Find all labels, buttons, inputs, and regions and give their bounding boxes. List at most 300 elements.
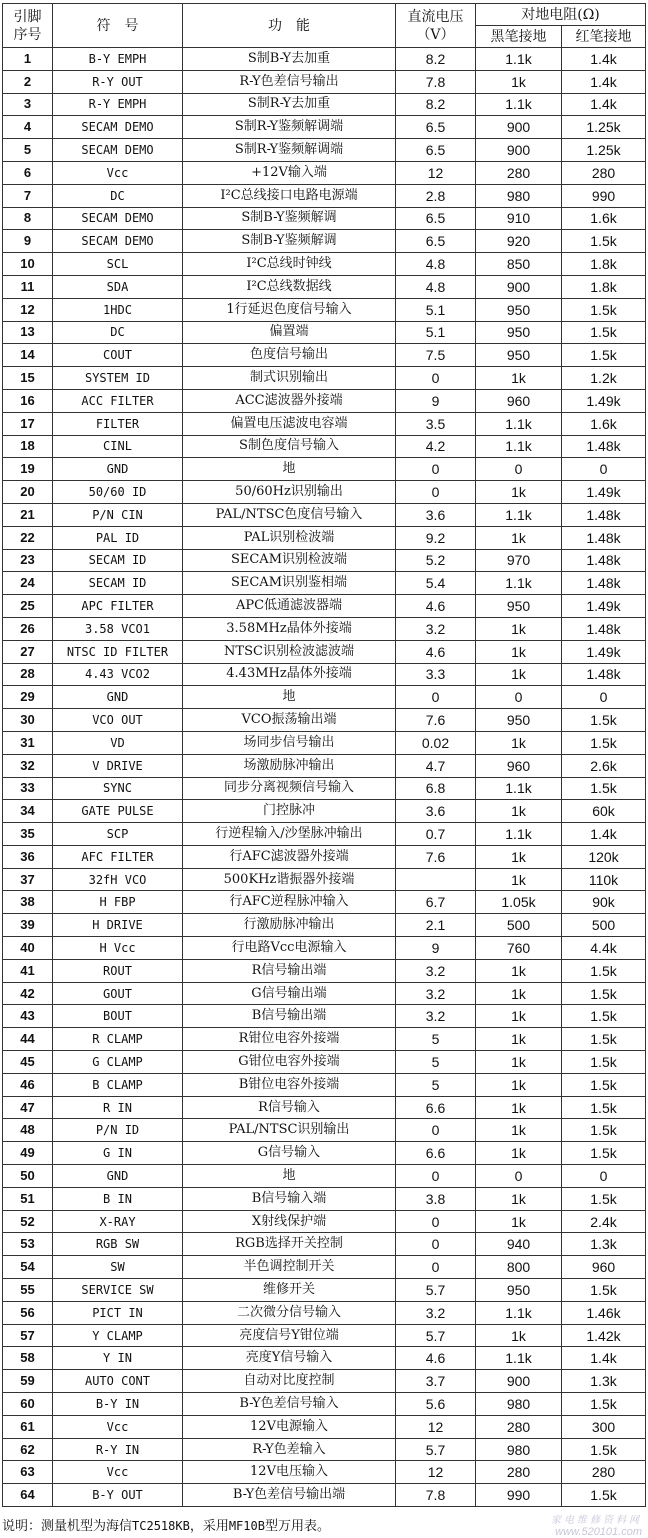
function-cell: ACC滤波器外接端 xyxy=(183,389,396,412)
function-cell: 行AFC滤波器外接端 xyxy=(183,845,396,868)
function-cell: R信号输出端 xyxy=(183,959,396,982)
symbol-cell: X-RAY xyxy=(53,1210,183,1233)
symbol-cell: AUTO CONT xyxy=(53,1370,183,1393)
symbol-cell: RGB SW xyxy=(53,1233,183,1256)
black-probe-resistance-cell: 1.1k xyxy=(476,1301,562,1324)
black-probe-resistance-cell: 960 xyxy=(476,389,562,412)
pin-number-cell: 36 xyxy=(3,845,53,868)
red-probe-resistance-cell: 1.5k xyxy=(562,1279,646,1302)
table-row xyxy=(3,640,646,663)
red-probe-resistance-cell: 1.5k xyxy=(562,777,646,800)
symbol-cell: GND xyxy=(53,686,183,709)
table-row xyxy=(3,959,646,982)
dc-voltage-cell: 3.2 xyxy=(396,617,476,640)
pin-number-cell: 29 xyxy=(3,686,53,709)
black-probe-resistance-cell: 0 xyxy=(476,458,562,481)
black-probe-resistance-cell: 1k xyxy=(476,845,562,868)
pin-number-cell: 32 xyxy=(3,754,53,777)
dc-voltage-cell: 9 xyxy=(396,937,476,960)
dc-voltage-cell: 3.2 xyxy=(396,1005,476,1028)
footnote-prefix: 说明：测量机型为海信 xyxy=(2,1519,133,1534)
dc-voltage-cell: 0 xyxy=(396,1119,476,1142)
black-probe-resistance-cell: 980 xyxy=(476,1393,562,1416)
black-probe-resistance-cell: 920 xyxy=(476,230,562,253)
dc-voltage-cell: 3.6 xyxy=(396,503,476,526)
pin-number-cell: 44 xyxy=(3,1028,53,1051)
footnote-model: TC2518KB xyxy=(132,1519,190,1533)
dc-voltage-cell: 5.2 xyxy=(396,549,476,572)
table-body xyxy=(3,48,646,1507)
red-probe-resistance-cell: 1.5k xyxy=(562,731,646,754)
symbol-cell: Vcc xyxy=(53,161,183,184)
function-cell: R信号输入 xyxy=(183,1096,396,1119)
function-cell: I²C总线时钟线 xyxy=(183,253,396,276)
dc-voltage-cell: 0 xyxy=(396,367,476,390)
black-probe-resistance-cell: 1k xyxy=(476,1028,562,1051)
dc-voltage-cell: 5.1 xyxy=(396,321,476,344)
table-row xyxy=(3,321,646,344)
black-probe-resistance-cell: 900 xyxy=(476,116,562,139)
table-row xyxy=(3,800,646,823)
symbol-cell: GND xyxy=(53,458,183,481)
dc-voltage-cell: 0 xyxy=(396,1165,476,1188)
header-pin-no: 引脚 序号 xyxy=(3,4,53,48)
black-probe-resistance-cell: 1k xyxy=(476,731,562,754)
pin-number-cell: 54 xyxy=(3,1256,53,1279)
function-cell: 偏置电压滤波电容端 xyxy=(183,412,396,435)
table-row xyxy=(3,1073,646,1096)
pin-number-cell: 40 xyxy=(3,937,53,960)
dc-voltage-cell: 0 xyxy=(396,686,476,709)
table-row xyxy=(3,1438,646,1461)
dc-voltage-cell: 4.8 xyxy=(396,253,476,276)
red-probe-resistance-cell: 1.48k xyxy=(562,549,646,572)
table-row xyxy=(3,458,646,481)
black-probe-resistance-cell: 1k xyxy=(476,1096,562,1119)
pin-number-cell: 46 xyxy=(3,1073,53,1096)
pin-number-cell: 6 xyxy=(3,161,53,184)
red-probe-resistance-cell: 1.5k xyxy=(562,230,646,253)
black-probe-resistance-cell: 1.1k xyxy=(476,48,562,71)
table-row xyxy=(3,344,646,367)
function-cell: 12V电源输入 xyxy=(183,1415,396,1438)
function-cell: B-Y色差信号输出端 xyxy=(183,1484,396,1507)
pin-number-cell: 23 xyxy=(3,549,53,572)
table-header xyxy=(3,4,646,48)
symbol-cell: 4.43 VCO2 xyxy=(53,663,183,686)
black-probe-resistance-cell: 1.05k xyxy=(476,891,562,914)
function-cell: 偏置端 xyxy=(183,321,396,344)
symbol-cell: H FBP xyxy=(53,891,183,914)
pin-number-cell: 7 xyxy=(3,184,53,207)
red-probe-resistance-cell: 990 xyxy=(562,184,646,207)
red-probe-resistance-cell: 1.5k xyxy=(562,1051,646,1074)
pin-number-cell: 14 xyxy=(3,344,53,367)
dc-voltage-cell: 0.02 xyxy=(396,731,476,754)
symbol-cell: P/N ID xyxy=(53,1119,183,1142)
dc-voltage-cell: 5.7 xyxy=(396,1279,476,1302)
dc-voltage-cell: 4.2 xyxy=(396,435,476,458)
dc-voltage-cell: 6.7 xyxy=(396,891,476,914)
pin-number-cell: 30 xyxy=(3,709,53,732)
function-cell: 亮度Y信号输入 xyxy=(183,1347,396,1370)
red-probe-resistance-cell: 1.5k xyxy=(562,344,646,367)
function-cell: RGB选择开关控制 xyxy=(183,1233,396,1256)
table-row xyxy=(3,116,646,139)
black-probe-resistance-cell: 800 xyxy=(476,1256,562,1279)
function-cell: 门控脉冲 xyxy=(183,800,396,823)
header-symbol: 符 号 xyxy=(53,4,183,48)
function-cell: 50/60Hz识别输出 xyxy=(183,481,396,504)
function-cell: VCO振荡输出端 xyxy=(183,709,396,732)
pin-number-cell: 53 xyxy=(3,1233,53,1256)
pin-number-cell: 27 xyxy=(3,640,53,663)
symbol-cell: H DRIVE xyxy=(53,914,183,937)
dc-voltage-cell: 6.5 xyxy=(396,116,476,139)
function-cell: 半色调控制开关 xyxy=(183,1256,396,1279)
pin-number-cell: 48 xyxy=(3,1119,53,1142)
table-row xyxy=(3,709,646,732)
black-probe-resistance-cell: 1k xyxy=(476,1142,562,1165)
symbol-cell: PAL ID xyxy=(53,526,183,549)
dc-voltage-cell: 4.6 xyxy=(396,595,476,618)
dc-voltage-cell: 5 xyxy=(396,1051,476,1074)
red-probe-resistance-cell: 1.5k xyxy=(562,1119,646,1142)
table-row xyxy=(3,1119,646,1142)
black-probe-resistance-cell: 1.1k xyxy=(476,503,562,526)
red-probe-resistance-cell: 1.5k xyxy=(562,321,646,344)
symbol-cell: SECAM DEMO xyxy=(53,230,183,253)
symbol-cell: H Vcc xyxy=(53,937,183,960)
black-probe-resistance-cell: 1k xyxy=(476,367,562,390)
black-probe-resistance-cell: 950 xyxy=(476,298,562,321)
red-probe-resistance-cell: 90k xyxy=(562,891,646,914)
function-cell: 行AFC逆程脉冲输入 xyxy=(183,891,396,914)
header-black-probe: 黑笔接地 xyxy=(476,26,562,48)
function-cell: G钳位电容外接端 xyxy=(183,1051,396,1074)
dc-voltage-cell: 7.8 xyxy=(396,70,476,93)
symbol-cell: P/N CIN xyxy=(53,503,183,526)
symbol-cell: NTSC ID FILTER xyxy=(53,640,183,663)
black-probe-resistance-cell: 1k xyxy=(476,1073,562,1096)
function-cell: SECAM识别检波端 xyxy=(183,549,396,572)
table-row xyxy=(3,754,646,777)
pin-number-cell: 2 xyxy=(3,70,53,93)
symbol-cell: GND xyxy=(53,1165,183,1188)
function-cell: PAL识别检波端 xyxy=(183,526,396,549)
red-probe-resistance-cell: 0 xyxy=(562,686,646,709)
red-probe-resistance-cell: 1.48k xyxy=(562,435,646,458)
black-probe-resistance-cell: 980 xyxy=(476,184,562,207)
red-probe-resistance-cell: 1.48k xyxy=(562,663,646,686)
table-row xyxy=(3,868,646,891)
dc-voltage-cell: 12 xyxy=(396,1415,476,1438)
symbol-cell: DC xyxy=(53,184,183,207)
pin-function-table xyxy=(2,3,646,1507)
red-probe-resistance-cell: 1.5k xyxy=(562,1393,646,1416)
black-probe-resistance-cell: 1k xyxy=(476,1005,562,1028)
function-cell: R-Y色差信号输出 xyxy=(183,70,396,93)
red-probe-resistance-cell: 280 xyxy=(562,1461,646,1484)
symbol-cell: ROUT xyxy=(53,959,183,982)
black-probe-resistance-cell: 1k xyxy=(476,481,562,504)
dc-voltage-cell: 9 xyxy=(396,389,476,412)
black-probe-resistance-cell: 1.1k xyxy=(476,93,562,116)
function-cell: I²C总线接口电路电源端 xyxy=(183,184,396,207)
pin-number-cell: 43 xyxy=(3,1005,53,1028)
black-probe-resistance-cell: 1k xyxy=(476,1187,562,1210)
red-probe-resistance-cell: 0 xyxy=(562,458,646,481)
table-row xyxy=(3,1210,646,1233)
black-probe-resistance-cell: 910 xyxy=(476,207,562,230)
table-row xyxy=(3,1187,646,1210)
pin-number-cell: 21 xyxy=(3,503,53,526)
pin-number-cell: 58 xyxy=(3,1347,53,1370)
function-cell: 行电路Vcc电源输入 xyxy=(183,937,396,960)
pin-number-cell: 19 xyxy=(3,458,53,481)
red-probe-resistance-cell: 120k xyxy=(562,845,646,868)
function-cell: G信号输入 xyxy=(183,1142,396,1165)
red-probe-resistance-cell: 1.5k xyxy=(562,1096,646,1119)
red-probe-resistance-cell: 1.2k xyxy=(562,367,646,390)
symbol-cell: SECAM ID xyxy=(53,549,183,572)
table-row xyxy=(3,617,646,640)
footnote-middle: ，采用 xyxy=(189,1519,229,1534)
symbol-cell: 50/60 ID xyxy=(53,481,183,504)
pin-number-cell: 45 xyxy=(3,1051,53,1074)
red-probe-resistance-cell: 2.4k xyxy=(562,1210,646,1233)
table-row xyxy=(3,686,646,709)
table-row xyxy=(3,481,646,504)
table-row xyxy=(3,1256,646,1279)
red-probe-resistance-cell: 1.49k xyxy=(562,389,646,412)
red-probe-resistance-cell: 1.8k xyxy=(562,253,646,276)
table-row xyxy=(3,914,646,937)
symbol-cell: SCP xyxy=(53,823,183,846)
pin-number-cell: 59 xyxy=(3,1370,53,1393)
dc-voltage-cell: 5.4 xyxy=(396,572,476,595)
dc-voltage-cell: 6.5 xyxy=(396,207,476,230)
table-row xyxy=(3,731,646,754)
function-cell: PAL/NTSC识别输出 xyxy=(183,1119,396,1142)
black-probe-resistance-cell: 940 xyxy=(476,1233,562,1256)
function-cell: SECAM识别鉴相端 xyxy=(183,572,396,595)
dc-voltage-cell: 6.5 xyxy=(396,139,476,162)
red-probe-resistance-cell: 4.4k xyxy=(562,937,646,960)
red-probe-resistance-cell: 280 xyxy=(562,161,646,184)
red-probe-resistance-cell: 1.4k xyxy=(562,93,646,116)
pin-number-cell: 12 xyxy=(3,298,53,321)
symbol-cell: SECAM DEMO xyxy=(53,207,183,230)
function-cell: 场激励脉冲输出 xyxy=(183,754,396,777)
red-probe-resistance-cell: 1.4k xyxy=(562,1347,646,1370)
dc-voltage-cell: 12 xyxy=(396,1461,476,1484)
black-probe-resistance-cell: 1k xyxy=(476,868,562,891)
symbol-cell: V DRIVE xyxy=(53,754,183,777)
pin-number-cell: 51 xyxy=(3,1187,53,1210)
pin-number-cell: 17 xyxy=(3,412,53,435)
black-probe-resistance-cell: 900 xyxy=(476,275,562,298)
red-probe-resistance-cell: 500 xyxy=(562,914,646,937)
red-probe-resistance-cell: 0 xyxy=(562,1165,646,1188)
function-cell: S制色度信号输入 xyxy=(183,435,396,458)
dc-voltage-cell: 5 xyxy=(396,1028,476,1051)
red-probe-resistance-cell: 1.5k xyxy=(562,298,646,321)
function-cell: 12V电压输入 xyxy=(183,1461,396,1484)
pin-number-cell: 39 xyxy=(3,914,53,937)
red-probe-resistance-cell: 1.5k xyxy=(562,1005,646,1028)
dc-voltage-cell: 8.2 xyxy=(396,93,476,116)
black-probe-resistance-cell: 1k xyxy=(476,982,562,1005)
pin-number-cell: 18 xyxy=(3,435,53,458)
red-probe-resistance-cell: 1.3k xyxy=(562,1233,646,1256)
function-cell: X射线保护端 xyxy=(183,1210,396,1233)
pin-number-cell: 50 xyxy=(3,1165,53,1188)
black-probe-resistance-cell: 1.1k xyxy=(476,777,562,800)
table-row xyxy=(3,207,646,230)
function-cell: 同步分离视频信号输入 xyxy=(183,777,396,800)
table-row xyxy=(3,1324,646,1347)
red-probe-resistance-cell: 1.5k xyxy=(562,1142,646,1165)
function-cell: R-Y色差输入 xyxy=(183,1438,396,1461)
symbol-cell: SCL xyxy=(53,253,183,276)
pin-number-cell: 64 xyxy=(3,1484,53,1507)
function-cell: NTSC识别检波滤波端 xyxy=(183,640,396,663)
symbol-cell: B-Y EMPH xyxy=(53,48,183,71)
black-probe-resistance-cell: 950 xyxy=(476,595,562,618)
symbol-cell: B IN xyxy=(53,1187,183,1210)
header-dc-voltage: 直流电压 （V） xyxy=(396,4,476,48)
table-row xyxy=(3,1347,646,1370)
red-probe-resistance-cell: 1.6k xyxy=(562,412,646,435)
red-probe-resistance-cell: 1.4k xyxy=(562,823,646,846)
symbol-cell: G CLAMP xyxy=(53,1051,183,1074)
pin-number-cell: 41 xyxy=(3,959,53,982)
symbol-cell: VCO OUT xyxy=(53,709,183,732)
table-row xyxy=(3,412,646,435)
red-probe-resistance-cell: 1.49k xyxy=(562,595,646,618)
pin-number-cell: 3 xyxy=(3,93,53,116)
symbol-cell: GOUT xyxy=(53,982,183,1005)
dc-voltage-cell: 0 xyxy=(396,1233,476,1256)
dc-voltage-cell: 6.5 xyxy=(396,230,476,253)
symbol-cell: G IN xyxy=(53,1142,183,1165)
pin-number-cell: 26 xyxy=(3,617,53,640)
pin-number-cell: 20 xyxy=(3,481,53,504)
table-row xyxy=(3,1028,646,1051)
red-probe-resistance-cell: 2.6k xyxy=(562,754,646,777)
function-cell: 自动对比度控制 xyxy=(183,1370,396,1393)
black-probe-resistance-cell: 1k xyxy=(476,70,562,93)
table-row xyxy=(3,298,646,321)
red-probe-resistance-cell: 1.3k xyxy=(562,1370,646,1393)
function-cell: B信号输入端 xyxy=(183,1187,396,1210)
dc-voltage-cell: 3.3 xyxy=(396,663,476,686)
black-probe-resistance-cell: 1.1k xyxy=(476,572,562,595)
header-red-probe: 红笔接地 xyxy=(562,26,646,48)
black-probe-resistance-cell: 1k xyxy=(476,526,562,549)
red-probe-resistance-cell: 1.6k xyxy=(562,207,646,230)
symbol-cell: 3.58 VCO1 xyxy=(53,617,183,640)
symbol-cell: APC FILTER xyxy=(53,595,183,618)
function-cell: 行逆程输入/沙堡脉冲输出 xyxy=(183,823,396,846)
function-cell: B信号输出端 xyxy=(183,1005,396,1028)
function-cell: PAL/NTSC色度信号输入 xyxy=(183,503,396,526)
table-row xyxy=(3,572,646,595)
red-probe-resistance-cell: 1.49k xyxy=(562,640,646,663)
table-row xyxy=(3,503,646,526)
red-probe-resistance-cell: 1.46k xyxy=(562,1301,646,1324)
pin-number-cell: 28 xyxy=(3,663,53,686)
symbol-cell: SECAM ID xyxy=(53,572,183,595)
pin-number-cell: 52 xyxy=(3,1210,53,1233)
function-cell: 地 xyxy=(183,1165,396,1188)
red-probe-resistance-cell: 1.5k xyxy=(562,1073,646,1096)
table-row xyxy=(3,1370,646,1393)
table-row xyxy=(3,1301,646,1324)
pin-number-cell: 25 xyxy=(3,595,53,618)
symbol-cell: B-Y IN xyxy=(53,1393,183,1416)
table-row xyxy=(3,1051,646,1074)
red-probe-resistance-cell: 1.8k xyxy=(562,275,646,298)
dc-voltage-cell: 3.2 xyxy=(396,982,476,1005)
pin-number-cell: 9 xyxy=(3,230,53,253)
pin-number-cell: 24 xyxy=(3,572,53,595)
black-probe-resistance-cell: 1k xyxy=(476,640,562,663)
dc-voltage-cell: 12 xyxy=(396,161,476,184)
function-cell: 二次微分信号输入 xyxy=(183,1301,396,1324)
table-row xyxy=(3,93,646,116)
pin-number-cell: 1 xyxy=(3,48,53,71)
table-row xyxy=(3,982,646,1005)
table-row xyxy=(3,549,646,572)
black-probe-resistance-cell: 900 xyxy=(476,139,562,162)
function-cell: S制R-Y鉴频解调端 xyxy=(183,116,396,139)
symbol-cell: GATE PULSE xyxy=(53,800,183,823)
watermark xyxy=(482,1516,642,1538)
red-probe-resistance-cell: 300 xyxy=(562,1415,646,1438)
function-cell: S制R-Y去加重 xyxy=(183,93,396,116)
table-row xyxy=(3,1461,646,1484)
symbol-cell: R IN xyxy=(53,1096,183,1119)
pin-number-cell: 47 xyxy=(3,1096,53,1119)
red-probe-resistance-cell: 1.48k xyxy=(562,526,646,549)
table-row xyxy=(3,937,646,960)
table-row xyxy=(3,161,646,184)
black-probe-resistance-cell: 850 xyxy=(476,253,562,276)
symbol-cell: SYNC xyxy=(53,777,183,800)
symbol-cell: FILTER xyxy=(53,412,183,435)
red-probe-resistance-cell: 1.48k xyxy=(562,572,646,595)
symbol-cell: DC xyxy=(53,321,183,344)
red-probe-resistance-cell: 1.25k xyxy=(562,116,646,139)
symbol-cell: R-Y OUT xyxy=(53,70,183,93)
function-cell: B钳位电容外接端 xyxy=(183,1073,396,1096)
dc-voltage-cell: 3.2 xyxy=(396,1301,476,1324)
symbol-cell: SDA xyxy=(53,275,183,298)
table-row xyxy=(3,48,646,71)
dc-voltage-cell: 4.6 xyxy=(396,1347,476,1370)
pin-number-cell: 49 xyxy=(3,1142,53,1165)
function-cell: 亮度信号Y钳位端 xyxy=(183,1324,396,1347)
table-row xyxy=(3,777,646,800)
dc-voltage-cell: 0 xyxy=(396,458,476,481)
pin-number-cell: 8 xyxy=(3,207,53,230)
symbol-cell: R-Y IN xyxy=(53,1438,183,1461)
pin-number-cell: 62 xyxy=(3,1438,53,1461)
table-row xyxy=(3,1142,646,1165)
table-row xyxy=(3,139,646,162)
